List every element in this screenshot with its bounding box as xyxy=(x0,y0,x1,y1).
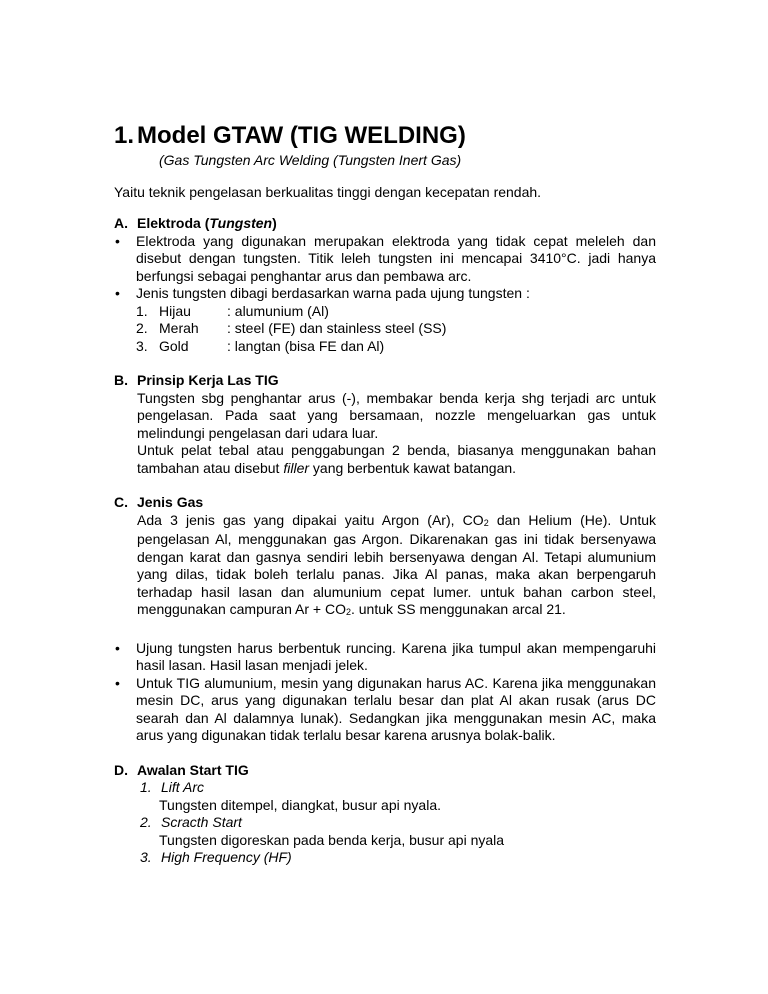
paragraph: Tungsten sbg penghantar arus (-), membakar benda kerja shg terjadi arc untuk pengelasan. Pada saat yang bersamaan, nozzle mengeluarkan gas untuk melindungi pengelasan dari udara luar. xyxy=(137,389,656,441)
item-number: 3. xyxy=(140,849,152,865)
color-row xyxy=(136,303,656,321)
subscript: 2 xyxy=(345,607,351,617)
intro-paragraph: Yaitu teknik pengelasan berkualitas tinggi dengan kecepatan rendah. xyxy=(114,183,542,200)
row-desc: : steel (FE) dan stainless steel (SS) xyxy=(227,320,447,336)
section-d xyxy=(114,762,656,867)
bullet-text: Jenis tungsten dibagi berdasarkan warna pada ujung tungsten : xyxy=(136,285,530,301)
item-label xyxy=(137,814,656,832)
bullet-text: Ujung tungsten harus berbentuk runcing. Karena jika tumpul akan mempengaruhi hasil lasan. Hasil lasan menjadi jelek. xyxy=(136,639,656,673)
section-letter: A. xyxy=(114,215,128,231)
bullet-icon: • xyxy=(115,674,120,691)
list-item xyxy=(114,640,656,675)
bullet-text: Untuk TIG alumunium, mesin yang digunakan harus AC. Karena jika menggunakan mesin DC, arus yang digunakan terlalu besar dan plat Al akan rusak (arus DC searah dan Al dalamnya lunak). Sedangkan jika menggunakan mesin AC, maka arus yang digunakan tidak terlalu besar karena arusnya bolak-balik. xyxy=(136,674,656,743)
text-span: yang berbentuk kawat batangan. xyxy=(309,459,517,476)
row-name: Gold xyxy=(159,337,189,354)
section-c-heading xyxy=(114,494,656,512)
section-a xyxy=(114,215,656,355)
list-item xyxy=(137,849,656,867)
section-c xyxy=(114,494,656,621)
item-desc: Tungsten ditempel, diangkat, busur api nyala. xyxy=(159,796,441,813)
tungsten-color-list xyxy=(136,303,656,356)
heading-text: Jenis Gas xyxy=(137,494,204,510)
section-a-heading xyxy=(114,215,656,233)
bullet-icon: • xyxy=(115,232,120,249)
list-item xyxy=(137,814,656,849)
text-span: Untuk pelat tebal atau penggabungan 2 benda, biasanya menggunakan bahan tambahan atau disebut xyxy=(137,442,656,476)
list-item xyxy=(114,675,656,745)
row-name: Merah xyxy=(159,320,199,336)
section-letter: D. xyxy=(114,761,128,778)
item-label xyxy=(137,779,656,797)
color-row xyxy=(136,320,656,338)
bullet-icon: • xyxy=(115,285,120,301)
section-d-heading xyxy=(114,762,656,780)
text-span: . untuk SS menggunakan arcal 21. xyxy=(350,601,566,617)
list-item xyxy=(137,779,656,814)
row-desc: : langtan (bisa FE dan Al) xyxy=(227,337,385,354)
item-title: Lift Arc xyxy=(161,779,205,795)
heading-text: Prinsip Kerja Las TIG xyxy=(137,372,279,388)
subscript: 2 xyxy=(483,517,489,528)
section-b-heading xyxy=(114,372,656,390)
text-span: dan Helium (He). Untuk pengelasan Al, menggunakan gas Argon. Dikarenakan gas ini tidak bersenyawa dengan karat dan gasnya sendiri lebih bersenyawa dengan Al. Tetapi alumunium yang dilas, tidak boleh terlalu panas. Jika Al panas, maka akan berpengaruh terhadap hasil lasan dan alumunium cepat lumer. untuk bahan carbon steel, menggunakan campuran Ar + CO xyxy=(137,511,656,617)
item-title: High Frequency (HF) xyxy=(161,849,292,865)
bullet-text: Elektroda yang digunakan merupakan elektroda yang tidak cepat meleleh dan disebut dengan tungsten. Titik leleh tungsten ini mencapai 3410°C. jadi hanya berfungsi sebagai penghantar arus dan pembawa arc. xyxy=(136,232,656,284)
row-name: Hijau xyxy=(159,302,191,319)
start-list xyxy=(137,779,656,867)
section-letter: C. xyxy=(114,494,128,510)
color-row xyxy=(136,338,656,356)
section-letter: B. xyxy=(114,372,128,388)
list-item xyxy=(114,285,656,355)
row-number: 2. xyxy=(136,320,148,336)
row-number: 1. xyxy=(136,302,148,319)
list-item xyxy=(114,233,656,286)
paragraph xyxy=(137,442,656,477)
page-title xyxy=(114,122,656,150)
heading-text: Awalan Start TIG xyxy=(137,761,249,778)
row-number: 3. xyxy=(136,337,148,354)
heading-text-end: ) xyxy=(272,215,277,231)
item-number: 2. xyxy=(140,814,152,830)
item-desc: Tungsten digoreskan pada benda kerja, busur api nyala xyxy=(159,831,505,848)
row-desc: : alumunium (Al) xyxy=(227,302,329,319)
section-b xyxy=(114,372,656,477)
paragraph xyxy=(137,512,656,621)
title-text: Model GTAW (TIG WELDING) xyxy=(137,122,466,149)
item-label xyxy=(137,849,656,867)
bullet-icon: • xyxy=(115,639,120,656)
title-number: 1. xyxy=(114,122,135,149)
heading-emphasis: Tungsten xyxy=(209,215,273,231)
text-emphasis: filler xyxy=(283,459,310,476)
bullet-list xyxy=(114,233,656,356)
item-number: 1. xyxy=(140,779,152,795)
item-title: Scracth Start xyxy=(161,814,242,830)
document-page xyxy=(114,122,656,867)
bullet-list xyxy=(114,640,656,745)
text-span: Ada 3 jenis gas yang dipakai yaitu Argon (Ar), CO xyxy=(137,511,484,528)
heading-text: Elektroda ( xyxy=(137,215,210,231)
subtitle: (Gas Tungsten Arc Welding (Tungsten Inert Gas) xyxy=(159,152,462,168)
